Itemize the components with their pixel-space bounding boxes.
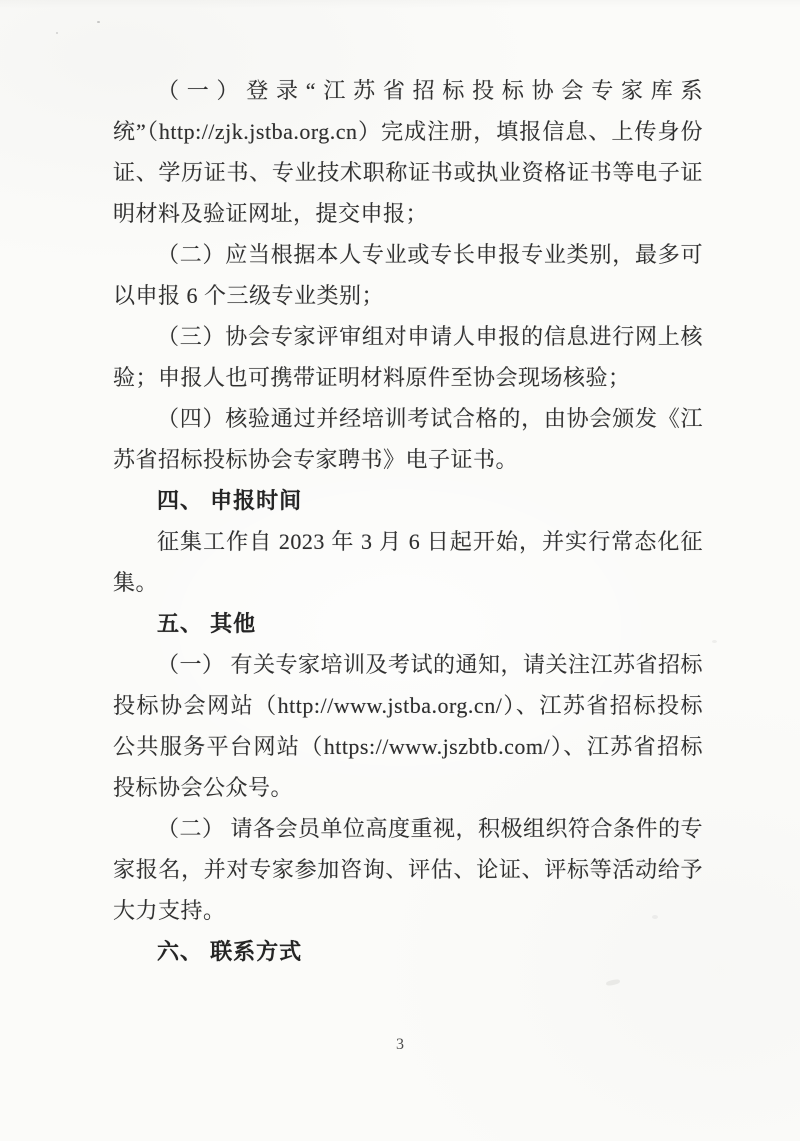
scan-speckle (97, 21, 100, 23)
paragraph: （一）登录“江苏省招标投标协会专家库系统”（http://zjk.jstba.org.cn）完成注册，填报信息、上传身份证、学历证书、专业技术职称证书或执业资格证书等电子证明材料及验证网址，提交申报； (113, 78, 703, 226)
paragraph: （二）应当根据本人专业或专长申报专业类别，最多可以申报 6 个三级专业类别； (113, 242, 703, 308)
paragraph: （四）核验通过并经培训考试合格的，由协会颁发《江苏省招标投标协会专家聘书》电子证书。 (113, 406, 703, 472)
scan-smudge (606, 979, 621, 987)
paragraph: 征集工作自 2023 年 3 月 6 日起开始，并实行常态化征集。 (113, 529, 703, 595)
section-heading: 四、 申报时间 (157, 488, 303, 513)
scan-speckle (56, 32, 58, 34)
section-heading: 五、 其他 (157, 611, 257, 636)
scan-smudge (712, 640, 717, 643)
paragraph: （三）协会专家评审组对申请人申报的信息进行网上核验；申报人也可携带证明材料原件至协会现场核验； (113, 324, 703, 390)
paragraph: （一） 有关专家培训及考试的通知，请关注江苏省招标投标协会网站（http://www.jstba.org.cn/）、江苏省招标投标公共服务平台网站（https://www.jszbtb.com/）、江苏省招标投标协会公众号。 (113, 652, 704, 800)
page-number: 3 (396, 1036, 404, 1053)
paragraph: （二） 请各会员单位高度重视，积极组织符合条件的专家报名，并对专家参加咨询、评估、论证、评标等活动给予大力支持。 (113, 816, 704, 923)
section-heading: 六、 联系方式 (157, 939, 303, 964)
document-body (113, 70, 703, 972)
